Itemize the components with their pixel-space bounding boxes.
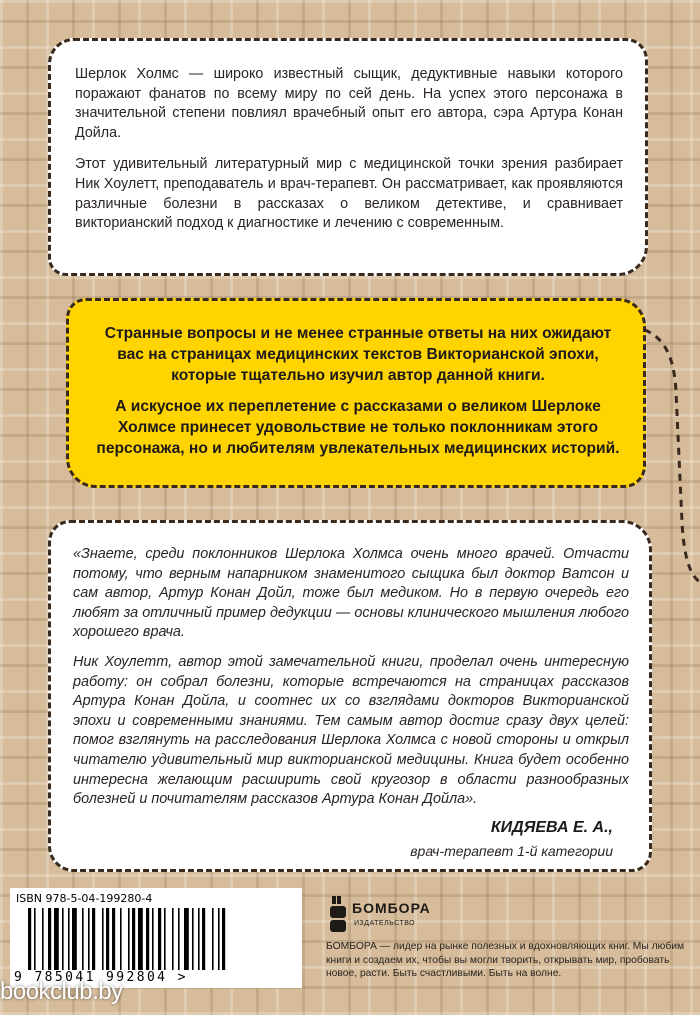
publisher-name: БОМБОРА xyxy=(352,900,431,916)
publisher-subtitle: ИЗДАТЕЛЬСТВО xyxy=(354,920,416,927)
intro-paragraph-2: Этот удивительный литературный мир с медицинской точки зрения разбирает Ник Хоулетт, преподаватель и врач-терапевт. Он рассматривает, как проявляются различные болезни в рассказах о великом детективе, и сравнивает викторианский подход к диагностике и лечению с современным. xyxy=(75,156,623,232)
review-quote-box xyxy=(48,520,652,872)
highlight-text-box xyxy=(66,298,646,488)
review-author-name: КИДЯЕВА Е. А., xyxy=(490,819,613,836)
publisher-description: БОМБОРА — лидер на рынке полезных и вдохновляющих книг. Мы любим книги и создаем их, чтобы вы могли творить, открывать мир, пробовать новое, расти. Быть счастливыми. Быть на волне. xyxy=(326,941,685,980)
review-paragraph-1: «Знаете, среди поклонников Шерлока Холмса очень много врачей. Отчасти потому, что верным напарником знаменитого сыщика был доктор Ватсон и сам автор, Артур Конан Дойл, тоже был медиком. Но в первую очередь его любят за отличный пример дедукции — основы клинического мышления любого хорошего врача. xyxy=(73,546,629,641)
review-author-title: врач-терапевт 1-й категории xyxy=(410,843,613,859)
barcode-digits: 9 785041 992804 > xyxy=(14,970,188,985)
watermark-text: bookclub.by xyxy=(0,978,123,1005)
highlight-paragraph-2: А искусное их переплетение с рассказами о великом Шерлоке Холмсе принесет удовольствие не только поклонникам этого персонажа, но и любителям увлекательных медицинских историй. xyxy=(96,398,620,457)
intro-text-box xyxy=(48,38,648,276)
isbn-barcode xyxy=(10,888,302,988)
review-paragraph-2: Ник Хоулетт, автор этой замечательной книги, проделал очень интересную работу: он собрал болезни, которые встречаются на страницах рассказов Артура Конан Дойла, и соотнес их со взглядами докторов Викторианской эпохи и современными знаниями. Тем самым автор достиг сразу двух целей: помог взглянуть на расследования Шерлока Холмса с новой стороны и открыл читателю удивительный мир викторианской медицины. Книга будет особенно интересна желающим расширить свой кругозор в области разнообразных болезней и почитателям рассказов Артура Конан Дойла». xyxy=(73,653,629,808)
isbn-number: ISBN 978-5-04-199280-4 xyxy=(16,892,153,905)
barcode-bars xyxy=(26,908,288,970)
publisher-logo-icon xyxy=(328,894,350,934)
publisher-logo xyxy=(328,890,448,940)
intro-paragraph-1: Шерлок Холмс — широко известный сыщик, дедуктивные навыки которого поражают фанатов по всему миру по сей день. На успех этого персонажа в значительной степени повлиял врачебный опыт его автора, сэра Артура Конан Дойла. xyxy=(75,66,623,141)
highlight-paragraph-1: Странные вопросы и не менее странные ответы на них ожидают вас на страницах медицинских текстов Викторианской эпохи, которые тщательно изучил автор данной книги. xyxy=(104,325,612,384)
